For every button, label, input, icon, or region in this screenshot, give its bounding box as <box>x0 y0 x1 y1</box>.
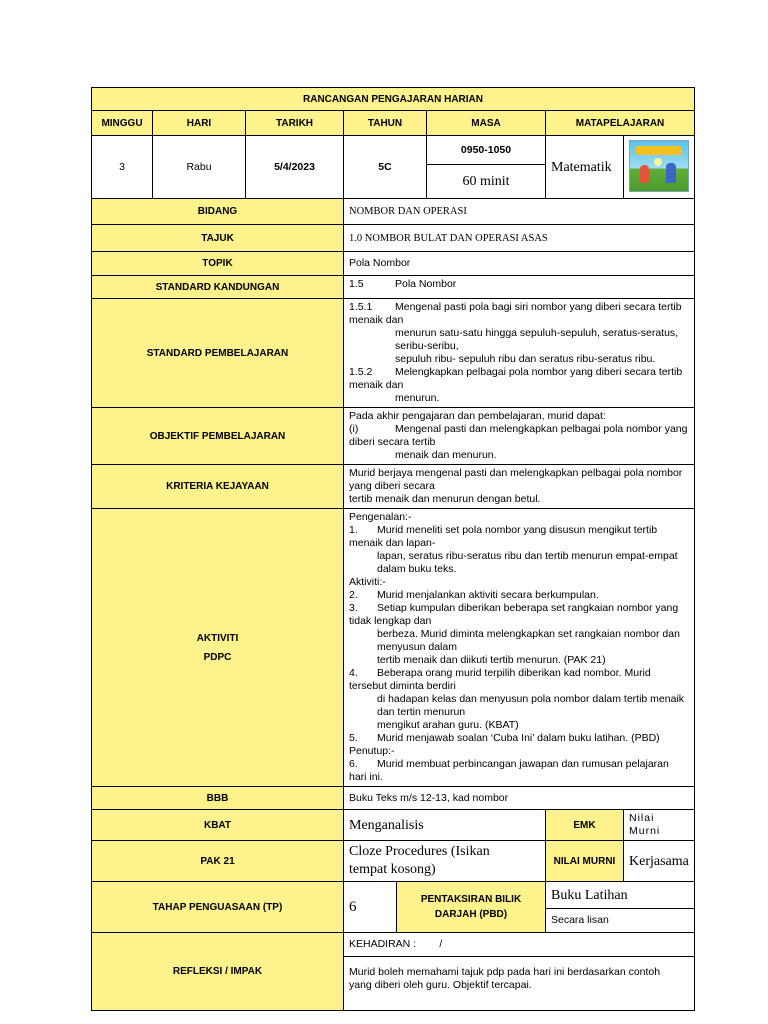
emk-value: Nilai Murni <box>624 810 695 841</box>
topik-label: TOPIK <box>92 252 344 276</box>
header-matapelajaran: MATAPELAJARAN <box>546 111 695 136</box>
objektif-value: Pada akhir pengajaran dan pembelajaran, murid dapat: (i) Mengenal pasti dan melengkapkan pelbagai pola nombor yang diberi secara tertib menaik dan menurun. <box>344 408 695 465</box>
minggu-value: 3 <box>92 136 153 199</box>
tarikh-value: 5/4/2023 <box>246 136 344 199</box>
textbook-cover-cell <box>624 136 695 199</box>
tahun-value: 5C <box>344 136 427 199</box>
standard-kandungan-value: 1.5 Pola Nombor <box>344 276 695 299</box>
standard-pembelajaran-value: 1.5.1 Mengenal pasti pola bagi siri nombor yang diberi secara tertib menaik dan menurun satu-satu hingga sepuluh-sepuluh, seratus-seratus, seribu-seribu, sepuluh ribu- sepuluh ribu dan seratus ribu-seratus ribu. 1.5.2 Melengkapkan pelbagai pola nombor yang diberi secara tertib menaik dan menurun. <box>344 299 695 408</box>
pak21-value: Cloze Procedures (Isikan tempat kosong) <box>344 841 546 882</box>
page-title: RANCANGAN PENGAJARAN HARIAN <box>92 88 695 111</box>
tajuk-value: 1.0 NOMBOR BULAT DAN OPERASI ASAS <box>344 225 695 252</box>
pak21-label: PAK 21 <box>92 841 344 882</box>
nilai-murni-value: Kerjasama <box>624 841 695 882</box>
masa-time: 0950-1050 <box>427 136 546 165</box>
hari-value: Rabu <box>153 136 246 199</box>
kriteria-label: KRITERIA KEJAYAAN <box>92 465 344 509</box>
objektif-label: OBJEKTIF PEMBELAJARAN <box>92 408 344 465</box>
topik-value: Pola Nombor <box>344 252 695 276</box>
bbb-value: Buku Teks m/s 12-13, kad nombor <box>344 787 695 810</box>
nilai-murni-label: NILAI MURNI <box>546 841 624 882</box>
standard-kandungan-label: STANDARD KANDUNGAN <box>92 276 344 299</box>
emk-label: EMK <box>546 810 624 841</box>
bidang-value: NOMBOR DAN OPERASI <box>344 199 695 225</box>
pbd-value-1: Buku Latihan <box>546 882 695 909</box>
pbd-label: PENTAKSIRAN BILIK DARJAH (PBD) <box>397 882 546 933</box>
textbook-cover-image <box>629 140 689 192</box>
pbd-value-2: Secara lisan <box>546 909 695 933</box>
header-tarikh: TARIKH <box>246 111 344 136</box>
kbat-label: KBAT <box>92 810 344 841</box>
header-masa: MASA <box>427 111 546 136</box>
header-hari: HARI <box>153 111 246 136</box>
masa-duration: 60 minit <box>427 165 546 199</box>
bbb-label: BBB <box>92 787 344 810</box>
rph-table <box>91 87 695 1011</box>
aktiviti-label: AKTIVITI PDPC <box>92 509 344 787</box>
kehadiran-value: KEHADIRAN : / <box>344 933 695 957</box>
tp-value: 6 <box>344 882 397 933</box>
refleksi-label: REFLEKSI / IMPAK <box>92 933 344 1011</box>
tp-label: TAHAP PENGUASAAN (TP) <box>92 882 344 933</box>
refleksi-value: Murid boleh memahami tajuk pdp pada hari ini berdasarkan contoh yang diberi oleh guru. Objektif tercapai. <box>344 957 695 1011</box>
header-tahun: TAHUN <box>344 111 427 136</box>
standard-pembelajaran-label: STANDARD PEMBELAJARAN <box>92 299 344 408</box>
tajuk-label: TAJUK <box>92 225 344 252</box>
matapelajaran-value: Matematik <box>546 136 624 199</box>
kbat-value: Menganalisis <box>344 810 546 841</box>
header-minggu: MINGGU <box>92 111 153 136</box>
aktiviti-value: Pengenalan:- 1. Murid meneliti set pola nombor yang disusun mengikut tertib menaik dan lapan- lapan, seratus ribu-seratus ribu dan tertib menurun empat-empat dalam buku teks. Aktiviti:- 2. Murid menjalankan aktiviti secara berkumpulan. 3. Setiap kumpulan diberikan beberapa set rangkaian nombor yang tidak lengkap dan berbeza. Murid diminta melengkapkan set rangkaian nombor dan menyusun dalam tertib menaik dan diikuti tertib menurun. (PAK 21) 4. Beberapa orang murid terpilih diberikan kad nombor. Murid tersebut diminta berdiri di hadapan kelas dan menyusun pola nombor dalam tertib menaik dan tertin menurun mengikut arahan guru. (KBAT) 5. Murid menjawab soalan ‘Cuba Ini’ dalam buku latihan. (PBD) Penutup:- 6. Murid membuat perbincangan jawapan dan rumusan pelajaran hari ini. <box>344 509 695 787</box>
bidang-label: BIDANG <box>92 199 344 225</box>
kriteria-value: Murid berjaya mengenal pasti dan melengkapkan pelbagai pola nombor yang diberi secara tertib menaik dan menurun dengan betul. <box>344 465 695 509</box>
